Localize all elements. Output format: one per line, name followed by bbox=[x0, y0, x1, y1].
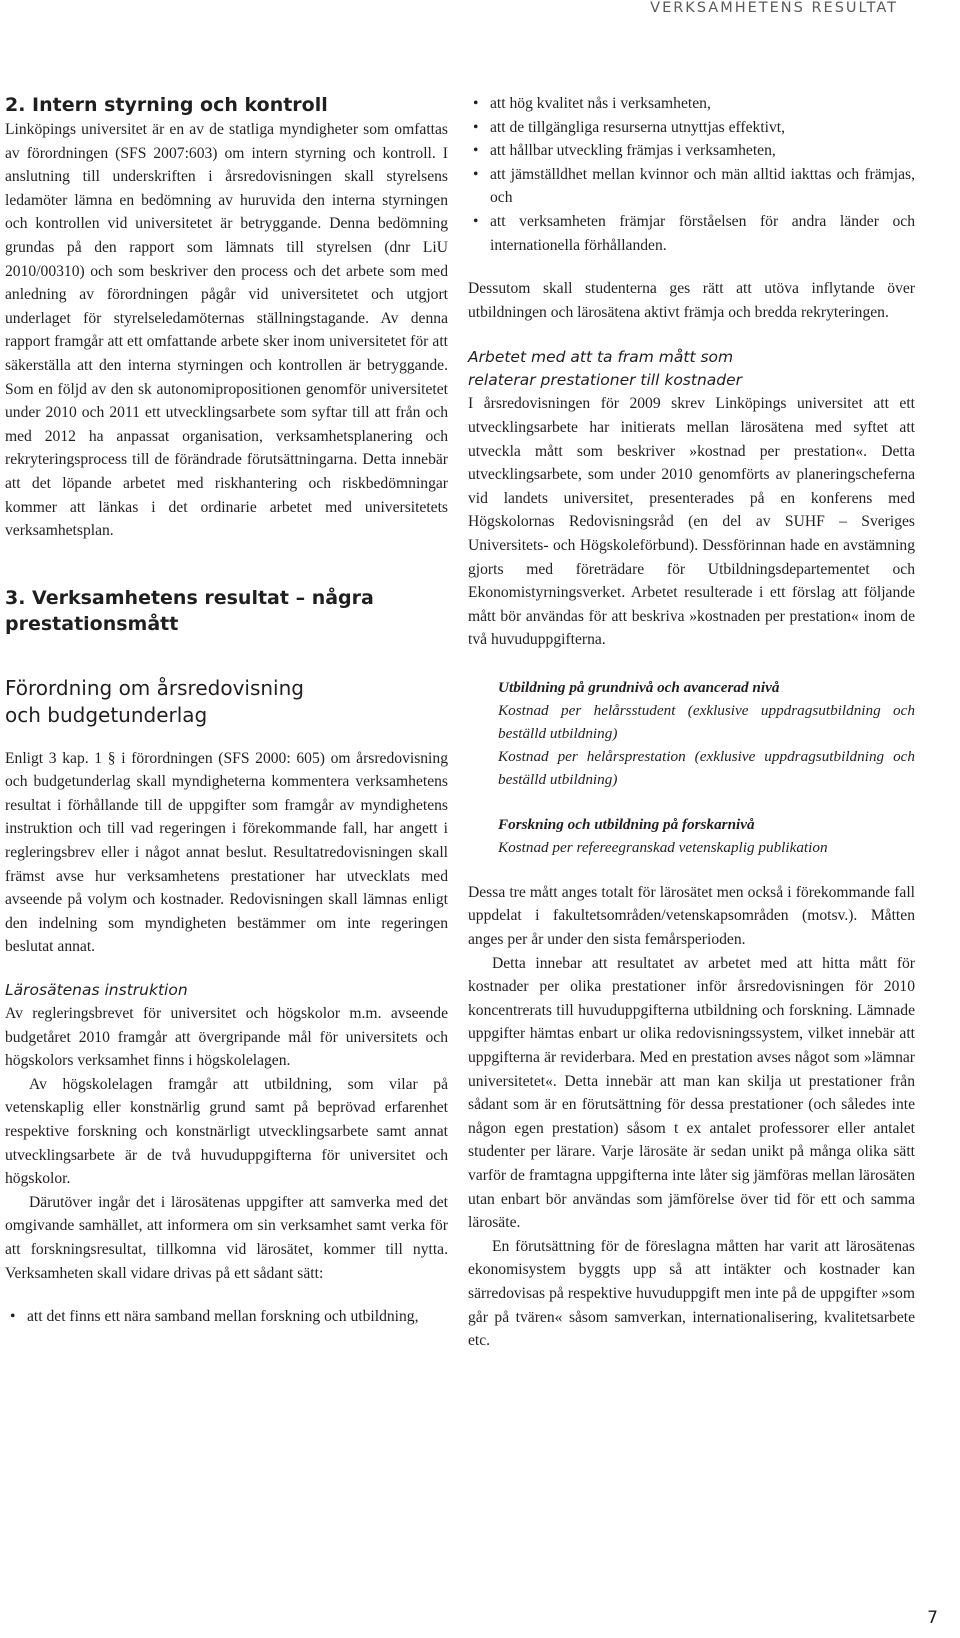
forordning-heading-line2: och budgetunderlag bbox=[5, 702, 208, 727]
section-3-heading-line1: 3. Verksamhetens resultat – några bbox=[5, 586, 374, 609]
section-3-heading-line2: prestationsmått bbox=[5, 612, 179, 635]
forordning-paragraph: Enligt 3 kap. 1 § i förordningen (SFS 2000: 605) om årsredovisning och budgetunderlag skall myndigheterna kommentera verksamhetens resultat i förhållande till de uppgifter som framgår av myndighetens instruktion och till vad regeringen i förekommande fall, har angett i regleringsbrev eller i något annat beslut. Resultatredovisningen skall främst avse hur verksamhetens prestationer har utvecklats med avseende på volym och kostnader. Redovisningen skall lämnas enligt den indelning som myndigheten bestämmer om inte regeringen beslutat annat. bbox=[5, 749, 448, 956]
measure-item: Kostnad per helårsstudent (exklusive uppdragsutbildning och beställd utbildning) bbox=[498, 701, 915, 742]
closing-paragraph-2: Detta innebar att resultatet av arbetet med att hitta mått för kostnader per olika prestationer inför årsredovisningen för 2010 koncentrerats till huvuduppgifterna utbildning och forskning. Lämnade uppgifter hämtas enbart ur olika redovisningssystem, vilket innebär att uppgifterna är reviderbara. Med en prestation avses något som »lämnar universitetet«. Detta innebär att man kan skilja ut prestationer från sådant som är en förutsättning för dessa prestationer (och således inte någon egen prestation) såsom t ex antalet professorer eller antalet studenter per lärare. Varje lärosäte är sedan unikt på många olika sätt varför de framtagna uppgifterna inte låter sig jämföras mellan lärosäten utan enbart bör användas som jämförelse över tid för ett och samma lärosäte. bbox=[468, 954, 915, 1232]
larosatenas-heading: Lärosätenas instruktion bbox=[5, 981, 188, 1000]
larosatenas-bullet-list-right bbox=[468, 92, 915, 257]
bullet-item bbox=[5, 1305, 448, 1329]
bullet-icon: • bbox=[473, 142, 479, 160]
arbetet-paragraph: I årsredovisningen för 2009 skrev Linköpings universitet att ett utvecklingsarbete har initierats mellan lärosätena med syftet att utveckla mått som beskriver »kostnad per prestation«. Detta utvecklingsarbete, som under 2010 genomförts av planeringscheferna vid landets universitet, presenterades på en konferens med Högskolornas Redovisningsråd (en del av SUHF – Sveriges Universitets- och Högskoleförbund). Dessförinnan hade en avstämning gjorts med företrädare för Utbildningsdepartementet och Ekonomistyrningsverket. Arbetet resulterade i ett förslag att följande mått bör användas för att beskriva »kostnaden per prestation« inom de två huvuduppgifterna. bbox=[468, 395, 915, 649]
left-column bbox=[5, 92, 448, 1329]
section-2-heading: 2. Intern styrning och kontroll bbox=[5, 94, 328, 116]
bullet-text: att hållbar utveckling främjas i verksamheten, bbox=[490, 142, 776, 160]
bullet-icon: • bbox=[473, 95, 479, 112]
bullet-item bbox=[468, 116, 915, 140]
larosatenas-bullet-list-left bbox=[5, 1305, 448, 1329]
measures-group-2-heading: Forskning och utbildning på forskarnivå bbox=[498, 815, 755, 833]
bullet-text: att de tillgängliga resurserna utnyttjas effektivt, bbox=[490, 118, 786, 136]
bullet-text: att verksamheten främjar förståelsen för andra länder och internationella förhållanden. bbox=[490, 212, 915, 254]
measure-item: Kostnad per helårsprestation (exklusive uppdragsutbildning och beställd utbildning) bbox=[498, 747, 915, 788]
section-3-heading bbox=[5, 585, 448, 637]
bullet-item bbox=[468, 92, 915, 116]
larosatenas-paragraph-4: Dessutom skall studenterna ges rätt att utöva inflytande över utbildningen och lärosätena aktivt främja och bredda rekryteringen. bbox=[468, 280, 915, 321]
measures-block bbox=[468, 676, 915, 859]
bullet-item bbox=[468, 210, 915, 257]
bullet-text: att det finns ett nära samband mellan forskning och utbildning, bbox=[27, 1308, 419, 1326]
arbetet-heading bbox=[468, 346, 915, 392]
measures-group-1-heading: Utbildning på grundnivå och avancerad nivå bbox=[498, 678, 780, 696]
larosatenas-paragraph-3: Därutöver ingår det i lärosätenas uppgifter att samverka med det omgivande samhället, att informera om sin verksamhet samt verka för att forskningsresultat, tillkomna vid lärosätet, kommer till nytta. Verksamheten skall vidare drivas på ett sådant sätt: bbox=[5, 1193, 448, 1282]
bullet-icon: • bbox=[10, 1308, 16, 1326]
section-2-paragraph: Linköpings universitet är en av de statliga myndigheter som omfattas av förordningen (SFS 2007:603) om intern styrning och kontroll. I anslutning till underskriften i årsredovisningen skall styrelsens ledamöter lämna en bedömning av huruvida den interna styrningen och kontrollen vid universitetet är betryggande. Denna bedömning grundas på den rapport som lämnats till styrelsen (dnr LiU 2010/00310) och som beskriver den process och det arbete som med anledning av förordningen pågår vid universitetet och utgjort underlaget för styrelseledamöternas ställningstagande. Av denna rapport framgår att ett omfattande arbete sker inom universitetet för att säkerställa att den interna styrningen och kontrollen är betryggande. Som en följd av den sk autonomipropositionen genomför universitetet under 2010 och 2011 ett utvecklingsarbete som syftar till att från och med 2012 ha anpassat organisation, verksamhetsplanering och rekryteringsprocess till de förändrade förutsättningarna. Detta innebär att det löpande arbetet med riskhantering och riskbedömningar kommer att länkas i det ordinarie arbetet med universitetets verksamhetsplan. bbox=[5, 121, 448, 540]
arbetet-heading-line1: Arbetet med att ta fram mått som bbox=[468, 348, 734, 367]
closing-paragraph-1: Dessa tre mått anges totalt för lärosätet men också i förekommande fall uppdelat i fakultetsområden/vetenskapsområden (motsv.). Måtten anges per år under den sista femårsperioden. bbox=[468, 883, 915, 949]
bullet-text: att jämställdhet mellan kvinnor och män alltid iakttas och främjas, och bbox=[490, 165, 915, 207]
bullet-icon: • bbox=[473, 118, 479, 136]
closing-paragraph-3: En förutsättning för de föreslagna måtten har varit att lärosätenas ekonomisystem byggts upp så att intäkter och kostnader kan särredovisas på respektive huvuduppgift men inte på de uppgifter »som går på tvären« såsom samverkan, internationalisering, kvalitetsarbete etc. bbox=[468, 1237, 915, 1350]
forordning-heading-line1: Förordning om årsredovisning bbox=[5, 675, 304, 700]
larosatenas-paragraph-1: Av regleringsbrevet för universitet och högskolor m.m. avseende budgetåret 2010 framgår att övergripande mål för universitets och högskolors verksamhet finns i högskolelagen. bbox=[5, 1005, 448, 1070]
forordning-heading bbox=[5, 675, 448, 729]
running-head: VERKSAMHETENS RESULTAT bbox=[650, 0, 898, 16]
bullet-item bbox=[468, 139, 915, 163]
bullet-text: att hög kvalitet nås i verksamheten, bbox=[490, 95, 711, 112]
larosatenas-paragraph-2: Av högskolelagen framgår att utbildning, som vilar på vetenskaplig eller konstnärlig grund samt på beprövad erfarenhet respektive forskning och konstnärligt utvecklingsarbete samt annat utvecklingsarbete är de två huvuduppgifterna för universitet och högskolor. bbox=[5, 1075, 448, 1188]
page-number: 7 bbox=[927, 1608, 938, 1628]
bullet-item bbox=[468, 163, 915, 210]
measure-item: Kostnad per refereegranskad vetenskaplig publikation bbox=[498, 838, 828, 856]
bullet-icon: • bbox=[473, 165, 479, 183]
right-column bbox=[468, 92, 915, 1353]
arbetet-heading-line2: relaterar prestationer till kostnader bbox=[468, 371, 743, 390]
bullet-icon: • bbox=[473, 212, 479, 230]
